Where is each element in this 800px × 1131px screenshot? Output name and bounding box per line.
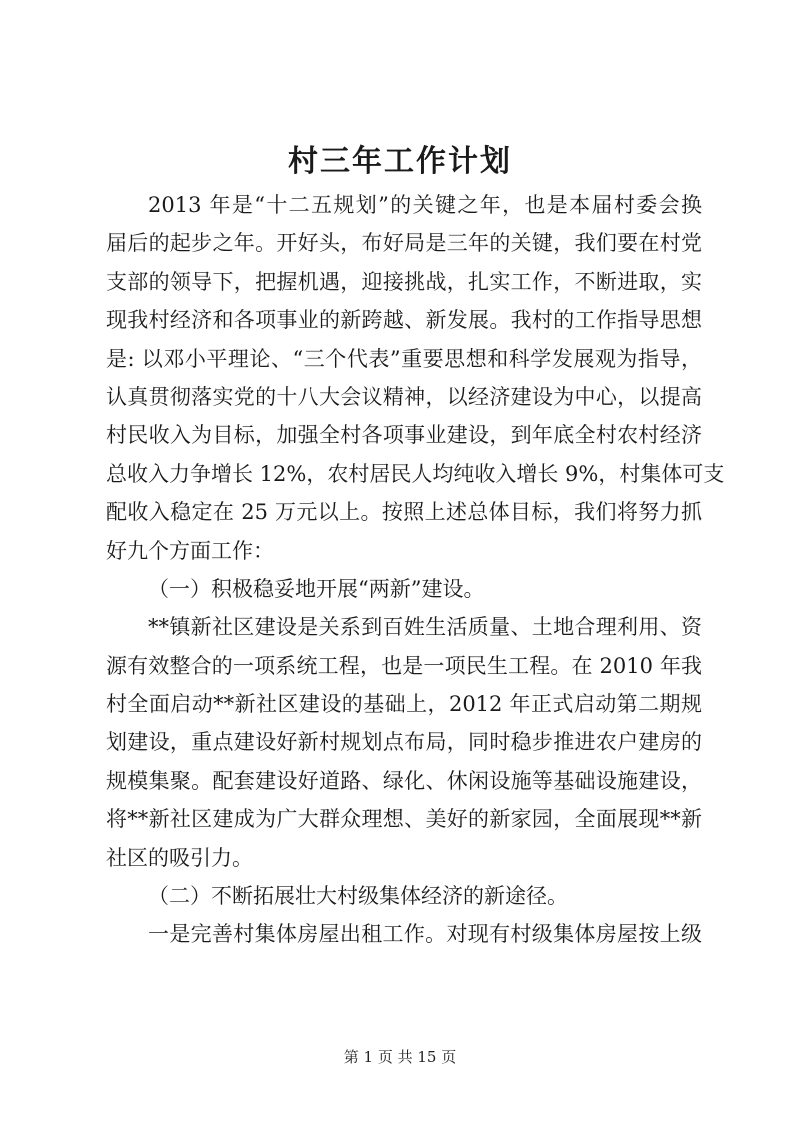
body-line: 现我村经济和各项事业的新跨越、新发展。我村的工作指导思想 xyxy=(106,308,702,333)
body-line: 将**新社区建成为广大群众理想、美好的新家园，全面展现**新 xyxy=(106,807,702,832)
body-line: 社区的吸引力。 xyxy=(106,845,253,870)
body-line: 届后的起步之年。开好头，布好局是三年的关键，我们要在村党 xyxy=(106,231,702,256)
body-line: 一是完善村集体房屋出租工作。对现有村级集体房屋按上级 xyxy=(148,922,702,947)
body-line: 2013 年是“十二五规划”的关键之年，也是本届村委会换 xyxy=(148,193,702,217)
body-line: 总收入力争增长 12%，农村居民人均纯收入增长 9%，村集体可支 xyxy=(106,461,725,486)
document-body xyxy=(106,186,725,954)
body-line: 认真贯彻落实党的十八大会议精神，以经济建设为中心，以提高 xyxy=(106,384,702,409)
body-line: 配收入稳定在 25 万元以上。按照上述总体目标，我们将努力抓 xyxy=(106,500,702,525)
body-line: 划建设，重点建设好新村规划点布局，同时稳步推进农户建房的 xyxy=(106,730,702,755)
document-title: 村三年工作计划 xyxy=(288,144,512,179)
body-line: 源有效整合的一项系统工程，也是一项民生工程。在 2010 年我 xyxy=(106,653,702,678)
body-line: 好九个方面工作： xyxy=(106,538,274,563)
body-line: 村全面启动**新社区建设的基础上，2012 年正式启动第二期规 xyxy=(106,692,702,717)
body-line: **镇新社区建设是关系到百姓生活质量、土地合理利用、资 xyxy=(148,615,702,640)
body-line: 规模集聚。配套建设好道路、绿化、休闲设施等基础设施建设， xyxy=(106,768,702,793)
page-number-footer: 第 1 页 共 15 页 xyxy=(343,1048,457,1066)
body-line: 村民收入为目标，加强全村各项事业建设，到年底全村农村经济 xyxy=(106,423,702,448)
section-heading: （一）积极稳妥地开展“两新”建设。 xyxy=(148,576,485,601)
body-line: 支部的领导下，把握机遇，迎接挑战，扎实工作，不断进取，实 xyxy=(106,269,702,294)
body-line: 是: 以邓小平理论、“三个代表”重要思想和科学发展观为指导， xyxy=(106,346,702,371)
section-heading: （二）不断拓展壮大村级集体经济的新途径。 xyxy=(148,884,568,909)
